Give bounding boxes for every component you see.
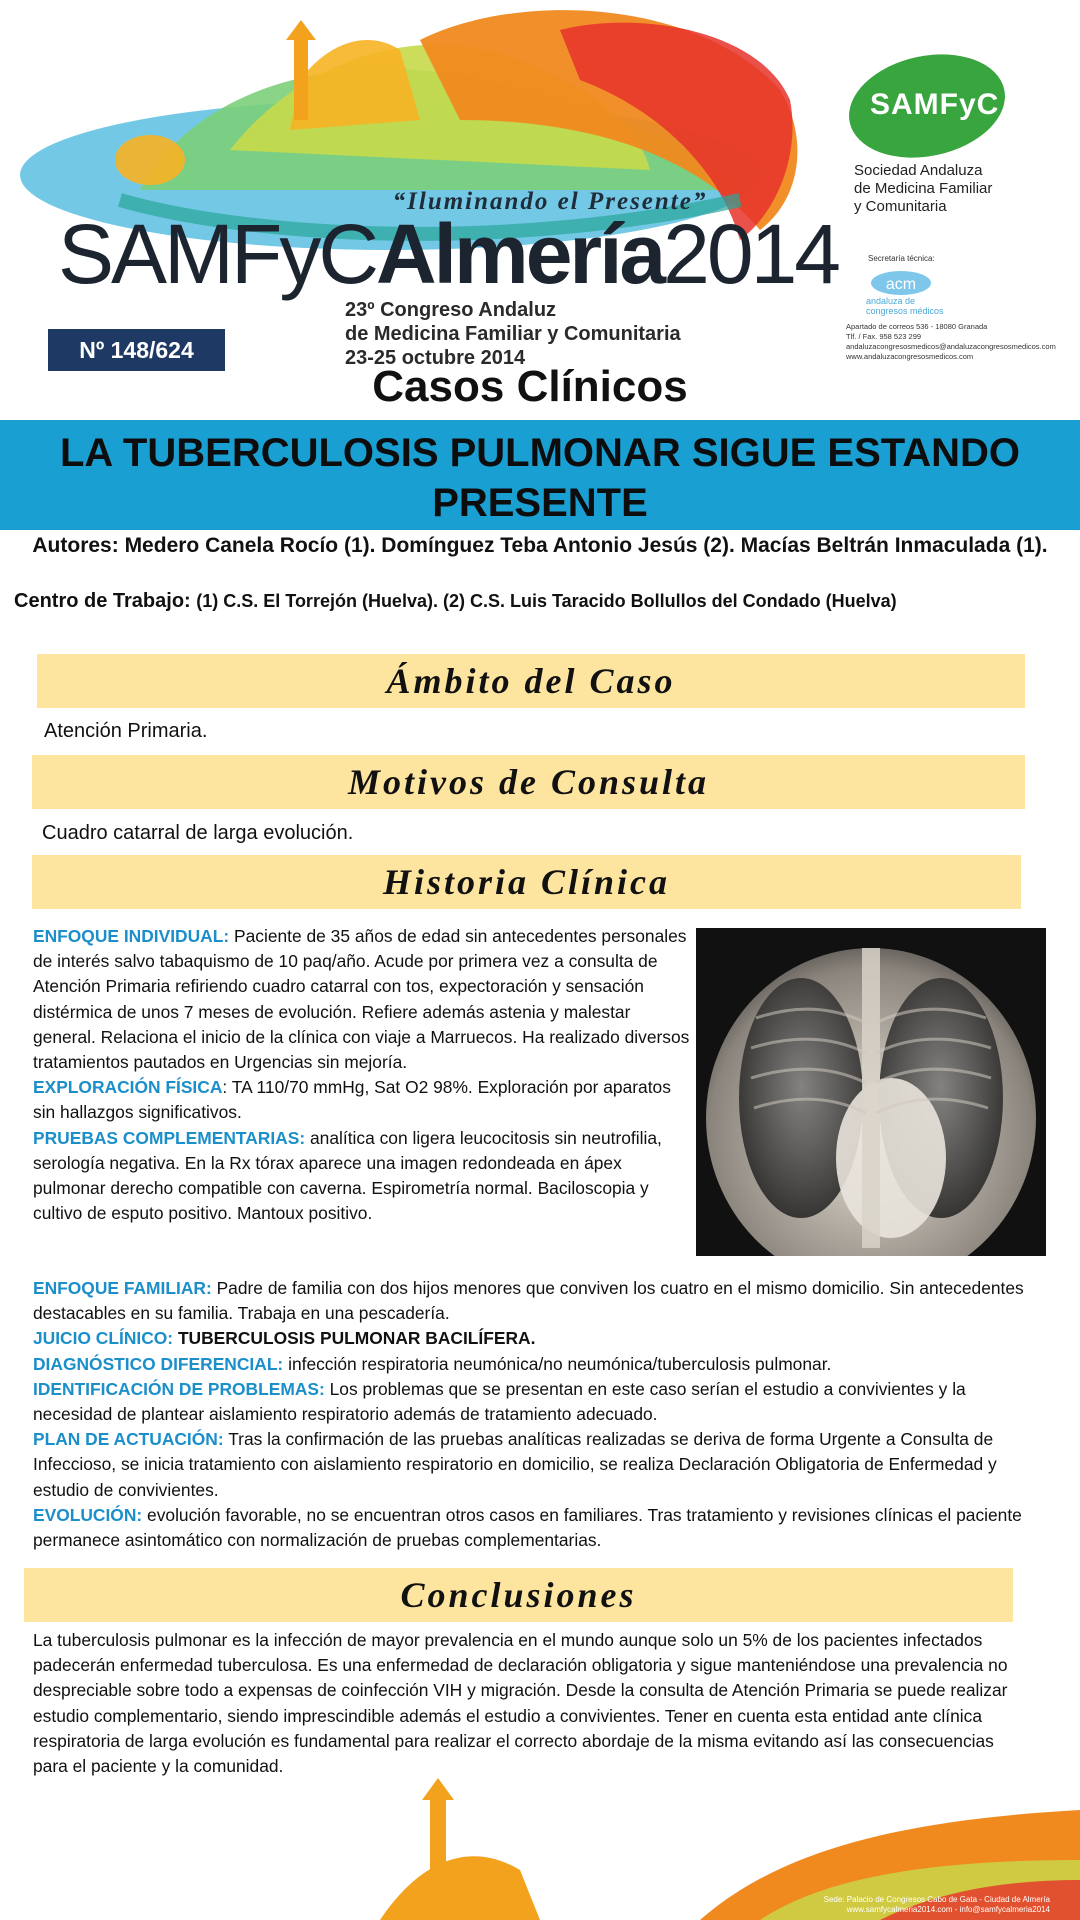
- section-heading-conclusiones: Conclusiones: [24, 1568, 1013, 1622]
- section-heading-historia: Historia Clínica: [32, 855, 1021, 909]
- pruebas-label: PRUEBAS COMPLEMENTARIAS:: [33, 1127, 306, 1148]
- event-name-bold: Almería: [376, 207, 664, 301]
- footer-line-2: www.samfycalmeria2014.com - info@samfycalmeria2014: [846, 1905, 1050, 1914]
- motivos-text: Cuadro catarral de larga evolución.: [42, 822, 354, 844]
- congress-dates: 23-25 octubre 2014: [345, 347, 526, 369]
- congress-line-1: 23º Congreso Andaluz: [345, 299, 557, 321]
- poster-number-badge: Nº 148/624: [48, 329, 225, 371]
- acm-logo-icon: [866, 268, 936, 298]
- enfoque-familiar-text: Padre de familia con dos hijos menores que conviven los cuatro en el mismo domicilio. Sin antecedentes destacables en su familia. Trabaja en una pescadería.: [33, 1278, 1024, 1324]
- secretaria-label: Secretaría técnica:: [868, 254, 935, 263]
- diagnostico-label: DIAGNÓSTICO DIFERENCIAL:: [33, 1353, 284, 1374]
- society-line-1: Sociedad Andaluza: [854, 162, 983, 179]
- enfoque-familiar: [33, 1276, 1043, 1326]
- congress-info: [345, 298, 681, 370]
- exploracion: [33, 1075, 693, 1125]
- workplace-label: Centro de Trabajo:: [14, 590, 191, 612]
- event-name-light: SAMFyC: [58, 207, 376, 301]
- pruebas-text: analítica con ligera leucocitosis sin neutrofilia, serología negativa. En la Rx tórax aparece una imagen redondeada en ápex pulmonar derecho compatible con caverna. Espirometría normal. Baciloscopia y cultivo de esputo positivo. Mantoux positivo.: [33, 1127, 662, 1224]
- contact-line-2: Tlf. / Fax. 958 523 299: [846, 332, 922, 341]
- exploracion-label: EXPLORACIÓN FÍSICA: [33, 1077, 223, 1098]
- juicio-clinico: [33, 1326, 1043, 1351]
- contact-line-1: Apartado de correos 536 - 18080 Granada: [846, 322, 988, 331]
- authors: Autores: Medero Canela Rocío (1). Domínguez Teba Antonio Jesús (2). Macías Beltrán Inmaculada (1).: [32, 534, 1048, 557]
- acm-subtitle: andaluza de congresos médicos: [866, 296, 944, 316]
- problemas-text: Los problemas que se presentan en este caso serían el estudio a convivientes y la necesidad de plantear aislamiento respiratorio además de tratamiento adecuado.: [33, 1378, 966, 1425]
- evolucion: [33, 1503, 1043, 1553]
- samfyc-logo-text: SAMFyC: [870, 88, 1000, 121]
- society-line-3: y Comunitaria: [854, 198, 947, 215]
- workplace-text: (1) C.S. El Torrejón (Huelva). (2) C.S. Luis Taracido Bollullos del Condado (Huelva): [196, 591, 897, 611]
- chest-xray-image: [696, 928, 1046, 1256]
- exploracion-text: : TA 110/70 mmHg, Sat O2 98%. Exploración por aparatos sin hallazgos significativos.: [33, 1077, 671, 1123]
- congress-tagline: “Iluminando el Presente”: [392, 188, 708, 215]
- section-type: Casos Clínicos: [372, 362, 688, 411]
- society-line-2: de Medicina Familiar: [854, 180, 993, 197]
- section-heading-motivos: Motivos de Consulta: [32, 755, 1025, 809]
- conclusiones-text: La tuberculosis pulmonar es la infección de mayor prevalencia en el mundo aunque solo un 5% de los pacientes infectados padecerán enfermedad tuberculosa. Es una enfermedad de declaración obligatoria y sigue manteniéndose una prevalencia no despreciable sobre todo a expensas de coinfección VIH y migración. Desde la consulta de Atención Primaria se puede realizar estudio complementario, siendo imprescindible además el estudio a convivientes. Tener en cuenta esta entidad ante clínica respiratoria de larga evolución es fundamental para realizar el correcto abordaje de la misma evitando así las consecuencias para el paciente y la comunidad.: [33, 1630, 1008, 1777]
- contact-info: [846, 322, 1076, 362]
- footer-text: [750, 1895, 1050, 1915]
- section-heading-ambito: Ámbito del Caso: [37, 654, 1025, 708]
- event-name: [58, 207, 839, 301]
- enfoque-individual-label: ENFOQUE INDIVIDUAL:: [33, 926, 230, 946]
- diagnostico-diferencial: [33, 1352, 1043, 1377]
- enfoque-individual: [33, 924, 693, 1075]
- evolucion-text: evolución favorable, no se encuentran otros casos en familiares. Tras tratamiento y revisiones clínicas el paciente permanece asintomático con normalización de pruebas complementarias.: [33, 1504, 1022, 1551]
- event-year: 2014: [663, 207, 839, 301]
- contact-line-4: www.andaluzacongresosmedicos.com: [846, 352, 974, 361]
- acm-logo-text: acm: [885, 276, 917, 293]
- ambito-text: Atención Primaria.: [44, 720, 208, 742]
- society-name: [854, 162, 992, 216]
- enfoque-familiar-label: ENFOQUE FAMILIAR:: [33, 1278, 212, 1298]
- enfoque-individual-text: Paciente de 35 años de edad sin antecedentes personales de interés salvo tabaquismo de 10 paq/año. Acude por primera vez a consulta de Atención Primaria refiriendo cuadro catarral con tos, expectoración y sensación distérmica de unos 7 meses de evolución. Refiere además astenia y malestar general. Relaciona el inicio de la clínica con viaje a Marruecos. Ha realizado diversos tratamientos pautados en Urgencias sin mejoría.: [33, 926, 690, 1073]
- plan-label: PLAN DE ACTUACIÓN:: [33, 1429, 224, 1450]
- plan-actuacion: [33, 1427, 1043, 1503]
- historia-full-width: [33, 1276, 1043, 1553]
- diagnostico-text: infección respiratoria neumónica/no neumónica/tuberculosis pulmonar.: [288, 1353, 832, 1374]
- congress-line-2: de Medicina Familiar y Comunitaria: [345, 323, 681, 345]
- plan-text: Tras la confirmación de las pruebas analíticas realizadas se deriva de forma Urgente a Consulta de Infeccioso, se inicia tratamiento con aislamiento respiratorio en domicilio, se realiza Declaración Obligatoria de Enfermedad y estudio de convivientes.: [33, 1429, 997, 1500]
- pruebas: [33, 1126, 693, 1227]
- evolucion-label: EVOLUCIÓN:: [33, 1504, 143, 1525]
- problemas-label: IDENTIFICACIÓN DE PROBLEMAS:: [33, 1378, 325, 1399]
- identificacion-problemas: [33, 1377, 1043, 1427]
- juicio-clinico-text: TUBERCULOSIS PULMONAR BACILÍFERA.: [177, 1328, 536, 1349]
- poster-title: LA TUBERCULOSIS PULMONAR SIGUE ESTANDO PRESENTE: [59, 431, 1021, 525]
- footer-line-1: Sede: Palacio de Congresos Cabo de Gata - Ciudad de Almería: [823, 1895, 1050, 1904]
- contact-line-3: andaluzacongresosmedicos@andaluzacongresosmedicos.com: [846, 342, 1056, 351]
- historia-column: [33, 924, 693, 1226]
- juicio-clinico-label: JUICIO CLÍNICO:: [33, 1328, 174, 1349]
- workplace: [14, 590, 1074, 613]
